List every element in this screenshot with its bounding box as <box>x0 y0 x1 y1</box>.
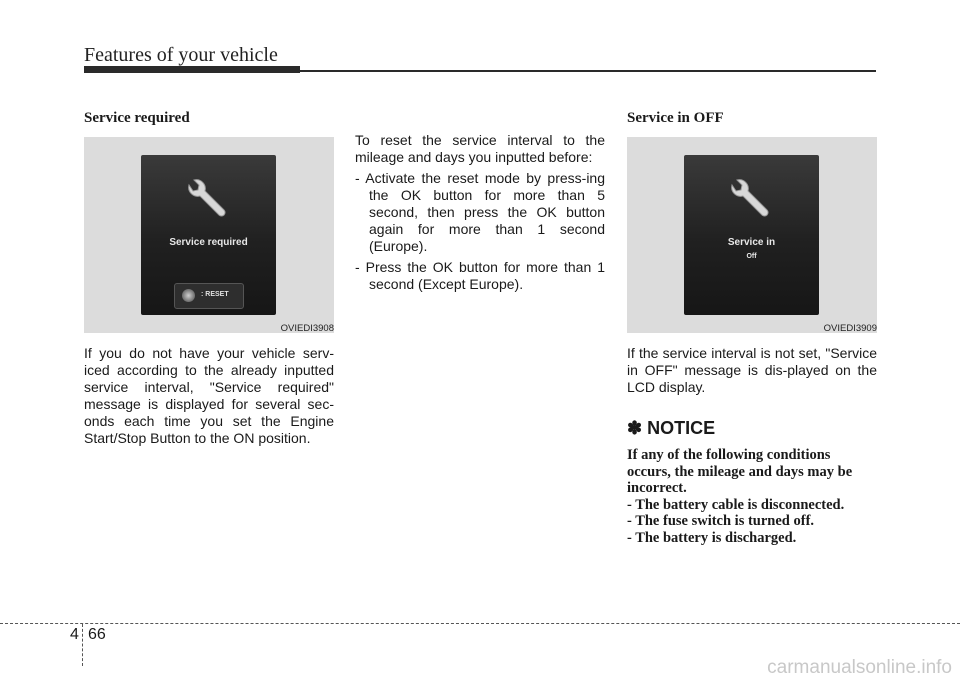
wrench-icon <box>181 179 227 225</box>
header-rule-thick <box>84 66 300 73</box>
notice-line: If any of the following conditions occurs, the mileage and days may be incorrect. <box>627 447 853 496</box>
section-title: Service required <box>84 110 190 126</box>
header-rule-thin <box>300 70 876 72</box>
notice-title: ✽ NOTICE <box>627 418 716 438</box>
footer-vertical-divider <box>82 624 83 666</box>
figure-service-off <box>627 137 877 333</box>
lcd-screen <box>684 155 819 315</box>
intro-paragraph: To reset the service interval to the mileage and days you inputted before: <box>355 132 605 165</box>
list-item: - Press the OK button for more than 1 second (Except Europe). <box>355 259 605 292</box>
figure-code: OVIEDI3909 <box>823 323 877 334</box>
figure-service-required <box>84 137 334 333</box>
column-reset-instructions <box>355 132 605 293</box>
notice-line: - The battery is discharged. <box>627 529 797 546</box>
wrench-icon <box>724 179 770 225</box>
notice-line: - The fuse switch is turned off. <box>627 513 815 529</box>
list-item: - Activate the reset mode by press-ing the OK button for more than 5 second, then press the OK button again for more than 1 second (Europe). <box>355 170 605 254</box>
screen-message: Service required <box>169 237 248 248</box>
ok-button-icon <box>182 289 195 302</box>
figure-code: OVIEDI3908 <box>280 323 334 334</box>
reset-label: : RESET <box>201 291 229 298</box>
footer-divider <box>0 623 960 624</box>
page-chapter: 4 <box>70 626 79 643</box>
notice-line: - The battery cable is disconnected. <box>627 496 845 513</box>
lcd-screen <box>141 155 276 315</box>
watermark: carmanualsonline.info <box>767 657 952 678</box>
page-header-title: Features of your vehicle <box>84 44 278 66</box>
reset-hint <box>174 283 244 309</box>
page-number: 66 <box>88 626 106 643</box>
screen-message: Service in <box>727 237 776 248</box>
body-paragraph: If you do not have your vehicle serv-iced according to the already inputted service interval, "Service required" message is displayed for several sec-onds each time you set the Engine Start/Stop Button to the ON position. <box>84 345 334 446</box>
column-service-required <box>84 110 334 447</box>
notice-body <box>627 447 877 546</box>
column-service-off <box>627 110 877 546</box>
screen-sub-message: Off <box>746 253 757 260</box>
body-paragraph: If the service interval is not set, "Service in OFF" message is dis-played on the LCD display. <box>627 345 877 395</box>
section-title: Service in OFF <box>627 110 724 126</box>
